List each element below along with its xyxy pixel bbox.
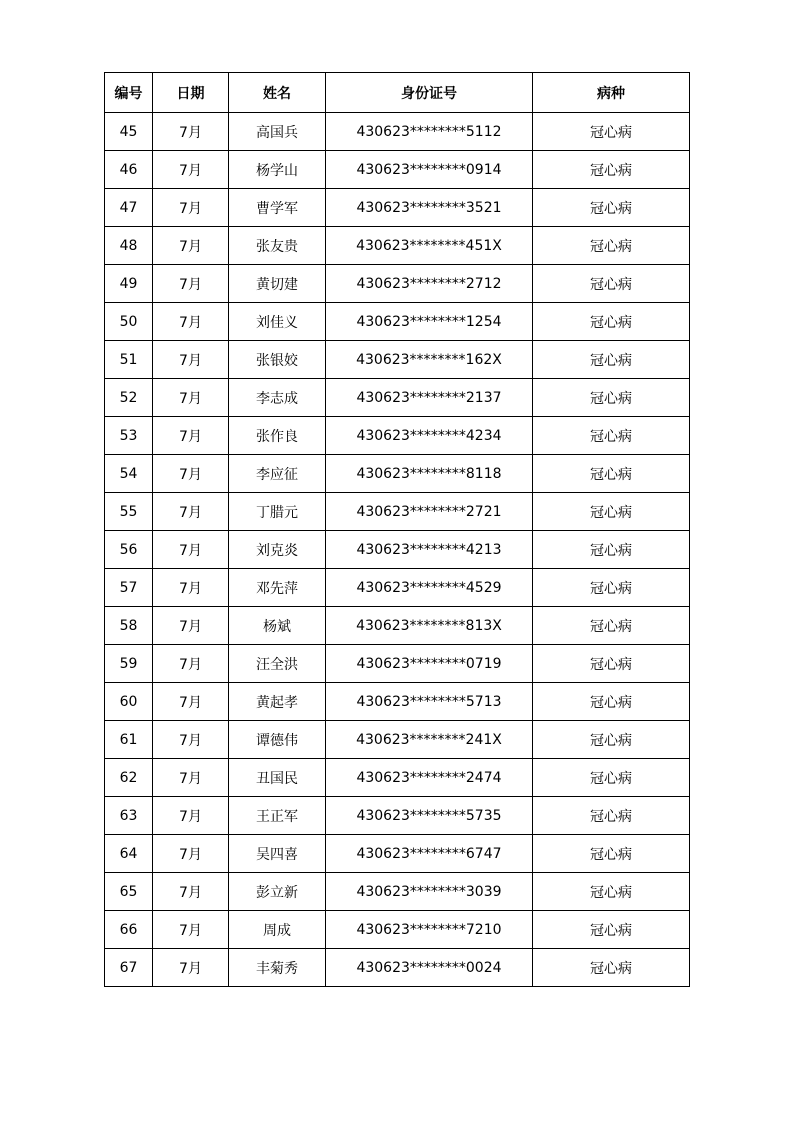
cell-date: 7月: [153, 341, 229, 379]
cell-name: 刘佳义: [229, 303, 326, 341]
table-row: [105, 455, 690, 493]
cell-disease: 冠心病: [533, 607, 690, 645]
cell-id-number: 430623********4234: [326, 417, 533, 455]
table-row: [105, 721, 690, 759]
cell-date: 7月: [153, 873, 229, 911]
table-row: [105, 341, 690, 379]
header-disease: 病种: [533, 73, 690, 113]
cell-name: 谭德伟: [229, 721, 326, 759]
cell-name: 李志成: [229, 379, 326, 417]
cell-date: 7月: [153, 911, 229, 949]
cell-number: 63: [105, 797, 153, 835]
cell-date: 7月: [153, 531, 229, 569]
cell-number: 55: [105, 493, 153, 531]
cell-date: 7月: [153, 417, 229, 455]
cell-name: 吴四喜: [229, 835, 326, 873]
header-number: 编号: [105, 73, 153, 113]
table-row: [105, 227, 690, 265]
cell-number: 49: [105, 265, 153, 303]
cell-disease: 冠心病: [533, 721, 690, 759]
cell-name: 王正军: [229, 797, 326, 835]
table-row: [105, 569, 690, 607]
cell-name: 曹学军: [229, 189, 326, 227]
cell-number: 58: [105, 607, 153, 645]
table-row: [105, 759, 690, 797]
header-date: 日期: [153, 73, 229, 113]
cell-name: 高国兵: [229, 113, 326, 151]
cell-number: 66: [105, 911, 153, 949]
table-row: [105, 645, 690, 683]
cell-number: 46: [105, 151, 153, 189]
cell-id-number: 430623********2137: [326, 379, 533, 417]
cell-id-number: 430623********2721: [326, 493, 533, 531]
cell-number: 59: [105, 645, 153, 683]
cell-date: 7月: [153, 189, 229, 227]
cell-id-number: 430623********4213: [326, 531, 533, 569]
cell-date: 7月: [153, 265, 229, 303]
cell-name: 邓先萍: [229, 569, 326, 607]
table-row: [105, 911, 690, 949]
cell-id-number: 430623********0914: [326, 151, 533, 189]
cell-name: 张友贵: [229, 227, 326, 265]
cell-id-number: 430623********813X: [326, 607, 533, 645]
cell-id-number: 430623********162X: [326, 341, 533, 379]
cell-number: 67: [105, 949, 153, 987]
cell-number: 57: [105, 569, 153, 607]
cell-number: 56: [105, 531, 153, 569]
cell-number: 62: [105, 759, 153, 797]
cell-date: 7月: [153, 721, 229, 759]
cell-number: 52: [105, 379, 153, 417]
cell-number: 61: [105, 721, 153, 759]
header-name: 姓名: [229, 73, 326, 113]
cell-id-number: 430623********2474: [326, 759, 533, 797]
cell-number: 51: [105, 341, 153, 379]
cell-disease: 冠心病: [533, 949, 690, 987]
cell-number: 65: [105, 873, 153, 911]
table-row: [105, 493, 690, 531]
table-row: [105, 835, 690, 873]
cell-id-number: 430623********0024: [326, 949, 533, 987]
table-row: [105, 873, 690, 911]
header-row: [105, 73, 690, 113]
table-row: [105, 797, 690, 835]
cell-id-number: 430623********5112: [326, 113, 533, 151]
cell-disease: 冠心病: [533, 151, 690, 189]
cell-id-number: 430623********4529: [326, 569, 533, 607]
cell-name: 周成: [229, 911, 326, 949]
cell-id-number: 430623********3039: [326, 873, 533, 911]
cell-id-number: 430623********2712: [326, 265, 533, 303]
cell-number: 64: [105, 835, 153, 873]
cell-name: 丁腊元: [229, 493, 326, 531]
cell-name: 黄切建: [229, 265, 326, 303]
cell-disease: 冠心病: [533, 531, 690, 569]
cell-id-number: 430623********241X: [326, 721, 533, 759]
cell-id-number: 430623********5735: [326, 797, 533, 835]
cell-date: 7月: [153, 645, 229, 683]
table-row: [105, 683, 690, 721]
cell-name: 黄起孝: [229, 683, 326, 721]
table-row: [105, 113, 690, 151]
cell-disease: 冠心病: [533, 911, 690, 949]
cell-disease: 冠心病: [533, 645, 690, 683]
cell-name: 张银姣: [229, 341, 326, 379]
cell-id-number: 430623********451X: [326, 227, 533, 265]
cell-disease: 冠心病: [533, 227, 690, 265]
cell-date: 7月: [153, 379, 229, 417]
cell-name: 张作良: [229, 417, 326, 455]
cell-disease: 冠心病: [533, 683, 690, 721]
cell-number: 53: [105, 417, 153, 455]
cell-date: 7月: [153, 683, 229, 721]
cell-id-number: 430623********8118: [326, 455, 533, 493]
cell-number: 50: [105, 303, 153, 341]
cell-id-number: 430623********3521: [326, 189, 533, 227]
cell-disease: 冠心病: [533, 303, 690, 341]
cell-name: 杨斌: [229, 607, 326, 645]
table-row: [105, 531, 690, 569]
table-row: [105, 379, 690, 417]
cell-id-number: 430623********7210: [326, 911, 533, 949]
cell-number: 60: [105, 683, 153, 721]
cell-number: 54: [105, 455, 153, 493]
cell-id-number: 430623********1254: [326, 303, 533, 341]
cell-name: 刘克炎: [229, 531, 326, 569]
cell-disease: 冠心病: [533, 341, 690, 379]
cell-id-number: 430623********5713: [326, 683, 533, 721]
cell-date: 7月: [153, 493, 229, 531]
cell-date: 7月: [153, 949, 229, 987]
cell-number: 47: [105, 189, 153, 227]
cell-disease: 冠心病: [533, 379, 690, 417]
table-row: [105, 151, 690, 189]
table-row: [105, 303, 690, 341]
patient-table: [104, 72, 690, 987]
cell-date: 7月: [153, 303, 229, 341]
cell-name: 丰菊秀: [229, 949, 326, 987]
cell-date: 7月: [153, 151, 229, 189]
cell-disease: 冠心病: [533, 797, 690, 835]
table-row: [105, 189, 690, 227]
cell-disease: 冠心病: [533, 265, 690, 303]
cell-date: 7月: [153, 835, 229, 873]
header-id-number: 身份证号: [326, 73, 533, 113]
cell-name: 彭立新: [229, 873, 326, 911]
table-row: [105, 607, 690, 645]
cell-date: 7月: [153, 569, 229, 607]
cell-date: 7月: [153, 113, 229, 151]
cell-name: 汪全洪: [229, 645, 326, 683]
cell-disease: 冠心病: [533, 113, 690, 151]
cell-date: 7月: [153, 455, 229, 493]
cell-number: 45: [105, 113, 153, 151]
cell-date: 7月: [153, 759, 229, 797]
cell-disease: 冠心病: [533, 569, 690, 607]
cell-disease: 冠心病: [533, 493, 690, 531]
table-row: [105, 949, 690, 987]
cell-name: 李应征: [229, 455, 326, 493]
cell-disease: 冠心病: [533, 189, 690, 227]
cell-name: 杨学山: [229, 151, 326, 189]
table-row: [105, 265, 690, 303]
cell-date: 7月: [153, 227, 229, 265]
cell-number: 48: [105, 227, 153, 265]
cell-disease: 冠心病: [533, 873, 690, 911]
cell-disease: 冠心病: [533, 835, 690, 873]
cell-id-number: 430623********6747: [326, 835, 533, 873]
cell-disease: 冠心病: [533, 455, 690, 493]
table-body: [105, 113, 690, 987]
cell-date: 7月: [153, 607, 229, 645]
cell-date: 7月: [153, 797, 229, 835]
cell-disease: 冠心病: [533, 759, 690, 797]
cell-disease: 冠心病: [533, 417, 690, 455]
table-row: [105, 417, 690, 455]
cell-id-number: 430623********0719: [326, 645, 533, 683]
cell-name: 丑国民: [229, 759, 326, 797]
